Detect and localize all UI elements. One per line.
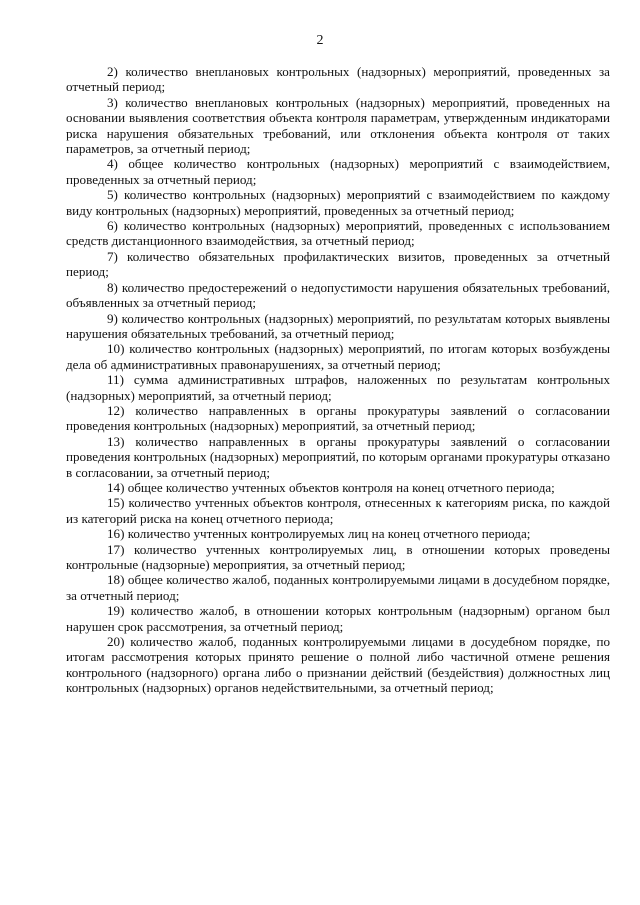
- list-item-4: 4) общее количество контрольных (надзорных) мероприятий с взаимодействием, проведенных за отчетный период;: [66, 156, 610, 187]
- list-item-18: 18) общее количество жалоб, поданных контролируемыми лицами в досудебном порядке, за отчетный период;: [66, 572, 610, 603]
- document-body: [66, 64, 610, 696]
- list-item-9: 9) количество контрольных (надзорных) мероприятий, по результатам которых выявлены нарушения обязательных требований, за отчетный период;: [66, 310, 610, 341]
- list-item-16: 16) количество учтенных контролируемых лиц на конец отчетного периода;: [107, 526, 531, 542]
- list-item-8: 8) количество предостережений о недопустимости нарушения обязательных требований, объявленных за отчетный период;: [66, 279, 610, 311]
- list-item-15: 15) количество учтенных объектов контроля, отнесенных к категориям риска, по каждой из категорий риска на конец отчетного периода;: [66, 495, 610, 526]
- list-item-3: 3) количество внеплановых контрольных (надзорных) мероприятий, проведенных на основании выявления соответствия объекта контроля параметрам, утвержденным индикаторами риска нарушения обязательных требований, или отклонения объекта контроля от таких параметров, за отчетный период;: [66, 94, 610, 157]
- list-item-12: 12) количество направленных в органы прокуратуры заявлений о согласовании проведения контрольных (надзорных) мероприятий, за отчетный период;: [66, 402, 610, 434]
- list-item-7: 7) количество обязательных профилактических визитов, проведенных за отчетный период;: [66, 248, 610, 280]
- list-item-17: 17) количество учтенных контролируемых лиц, в отношении которых проведены контрольные (надзорные) мероприятия, за отчетный период;: [66, 541, 610, 572]
- list-item-20: 20) количество жалоб, поданных контролируемыми лицами в досудебном порядке, по итогам рассмотрения которых принято решение о полной либо частичной отмене решения контрольного (надзорного) органа либо о признании действий (бездействия) должностных лиц контрольных (надзорных) органов недействительными, за отчетный период;: [66, 634, 610, 696]
- page-number: 2: [316, 33, 324, 48]
- list-item-19: 19) количество жалоб, в отношении которых контрольным (надзорным) органом был нарушен срок рассмотрения, за отчетный период;: [66, 603, 610, 634]
- list-item-2: 2) количество внеплановых контрольных (надзорных) мероприятий, проведенных за отчетный период;: [66, 64, 610, 95]
- list-item-13: 13) количество направленных в органы прокуратуры заявлений о согласовании проведения контрольных (надзорных) мероприятий, по которым органами прокуратуры отказано в согласовании, за отчетный период;: [66, 433, 610, 480]
- list-item-10: 10) количество контрольных (надзорных) мероприятий, по итогам которых возбуждены дела об административных правонарушениях, за отчетный период;: [66, 341, 610, 372]
- list-item-6: 6) количество контрольных (надзорных) мероприятий, проведенных с использованием средств дистанционного взаимодействия, за отчетный период;: [66, 218, 610, 249]
- list-item-5: 5) количество контрольных (надзорных) мероприятий с взаимодействием по каждому виду контрольных (надзорных) мероприятий, проведенных за отчетный период;: [66, 187, 610, 218]
- list-item-11: 11) сумма административных штрафов, наложенных по результатам контрольных (надзорных) мероприятий, за отчетный период;: [66, 372, 610, 403]
- list-item-14: 14) общее количество учтенных объектов контроля на конец отчетного периода;: [107, 479, 555, 495]
